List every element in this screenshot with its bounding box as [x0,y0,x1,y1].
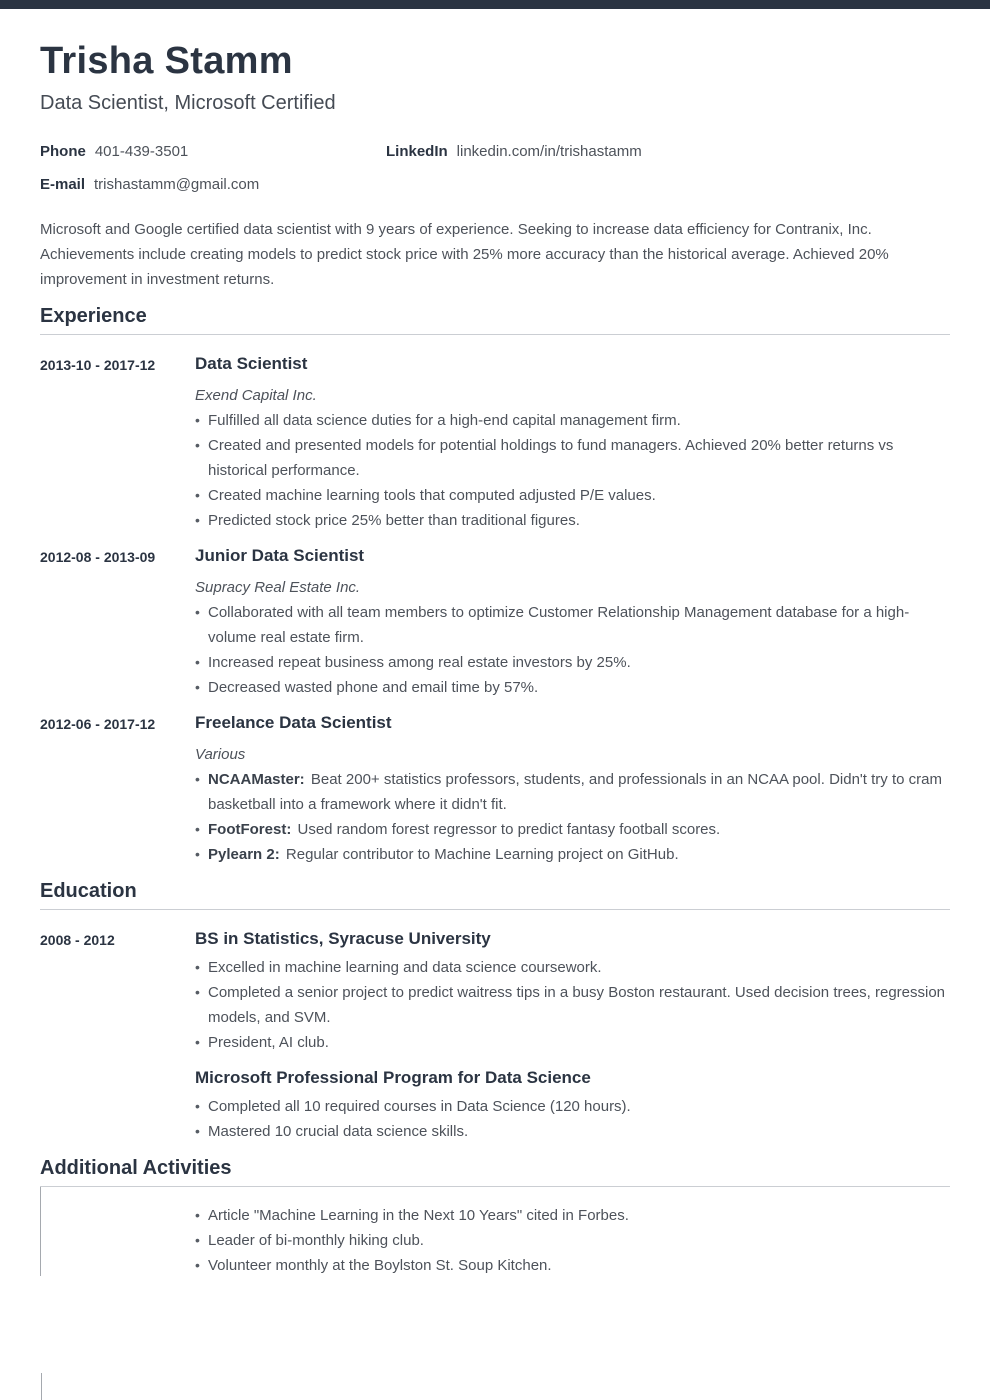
bullet-text: Created machine learning tools that computed adjusted P/E values. [208,487,656,504]
bullet-item [195,600,950,650]
entry-main [195,926,950,1055]
bullet-item [195,650,950,675]
bullet-text: Decreased wasted phone and email time by 57%. [208,679,539,696]
bullet-dot [195,600,208,650]
entry-bullets [195,600,950,700]
resume-content [0,39,990,1278]
bullet-text: Completed all 10 required courses in Data Science (120 hours). [208,1098,631,1115]
contact-email [40,175,386,194]
section-education [40,879,950,1144]
entry-main [195,1203,950,1278]
entry-title: BS in Statistics, Syracuse University [195,929,491,948]
entry-company: Supracy Real Estate Inc. [195,579,361,596]
page-bottom-line [41,1373,42,1400]
section-additional-activities [40,1156,950,1278]
bullet-item [195,817,950,842]
entry-dates: 2012-06 - 2017-12 [40,716,156,732]
phone-label: Phone [40,143,86,160]
education-entry-2 [40,1065,950,1144]
bullet-item [195,1030,950,1055]
entry-bullets [195,408,950,533]
bullet-dot [195,483,208,508]
bullet-item [195,508,950,533]
bullet-dot [195,1203,208,1228]
bullet-item [195,1253,950,1278]
bullet-text: President, AI club. [208,1034,329,1051]
entry-title: Microsoft Professional Program for Data Science [195,1068,591,1087]
person-job-title: Data Scientist, Microsoft Certified [40,92,336,114]
bullet-text [208,767,950,817]
experience-entry-3 [40,710,950,867]
bullet-dot [195,433,208,483]
bullet-dot [195,817,208,842]
phone-value: 401-439-3501 [94,143,189,160]
bullet-dot [195,842,208,867]
entry-dates [40,1065,195,1144]
activities-body [40,1203,950,1278]
bullet-text: Fulfilled all data science duties for a high-end capital management firm. [208,412,681,429]
education-body [40,926,950,1144]
bullet-dot [195,650,208,675]
contact-phone [40,142,386,161]
bullet-rest: Regular contributor to Machine Learning project on GitHub. [285,846,679,863]
experience-entry-2 [40,543,950,700]
bullet-text: Increased repeat business among real estate investors by 25%. [208,654,631,671]
bullet-lead: FootForest: [208,821,292,838]
bullet-dot [195,767,208,817]
bullet-item [195,1203,950,1228]
entry-dates: 2008 - 2012 [40,932,115,948]
bullet-item [195,408,950,433]
activities-entry [40,1203,950,1278]
education-heading: Education [40,879,950,910]
bullet-item [195,842,950,867]
entry-main [195,710,950,867]
bullet-dot [195,1094,208,1119]
bullet-text: Leader of bi-monthly hiking club. [208,1232,424,1249]
bullet-dot [195,980,208,1030]
entry-main [195,543,950,700]
activities-heading: Additional Activities [40,1156,950,1187]
entry-main [195,351,950,533]
bullet-text: Mastered 10 crucial data science skills. [208,1123,469,1140]
summary-paragraph: Microsoft and Google certified data scientist with 9 years of experience. Seeking to increase data efficiency for Contranix, Inc. Achievements include creating models to predict stock price with 25% more accuracy than the historical average. Achieved 20% improvement in investment returns. [40,221,889,288]
bullet-dot [195,675,208,700]
bullet-item [195,483,950,508]
entry-bullets [195,1094,950,1144]
bullet-item [195,767,950,817]
experience-entry-1 [40,351,950,533]
entry-main [195,1065,950,1144]
bullet-text: Article "Machine Learning in the Next 10 Years" cited in Forbes. [208,1207,629,1224]
bullet-lead: NCAAMaster: [208,771,305,788]
experience-heading: Experience [40,304,950,335]
bullet-text: Created and presented models for potential holdings to fund managers. Achieved 20% better returns vs historical performance. [208,437,894,479]
bullet-item [195,955,950,980]
bullet-lead: Pylearn 2: [208,846,280,863]
bullet-text: Excelled in machine learning and data science coursework. [208,959,602,976]
bullet-item [195,1228,950,1253]
bullet-rest: Used random forest regressor to predict fantasy football scores. [297,821,721,838]
entry-company: Various [195,746,246,763]
contact-linkedin [386,142,950,161]
education-entry-1 [40,926,950,1055]
experience-body [40,351,950,867]
entry-title: Freelance Data Scientist [195,713,392,732]
bullet-dot [195,1253,208,1278]
bullet-dot [195,955,208,980]
bullet-item [195,980,950,1030]
linkedin-value: linkedin.com/in/trishastamm [456,143,642,160]
entry-company: Exend Capital Inc. [195,387,317,404]
entry-dates: 2013-10 - 2017-12 [40,357,156,373]
entry-bullets [195,955,950,1055]
bullet-item [195,433,950,483]
email-label: E-mail [40,176,86,193]
entry-dates: 2012-08 - 2013-09 [40,549,156,565]
bullet-dot [195,408,208,433]
contact-info [40,142,950,194]
bullet-text: Collaborated with all team members to optimize Customer Relationship Management database for a high-volume real estate firm. [208,604,910,646]
bullet-rest: Beat 200+ statistics professors, students, and professionals in an NCAA pool. Didn't try to cram basketball into a framework where it didn't fit. [208,771,942,813]
section-experience [40,304,950,867]
bullet-item [195,1094,950,1119]
page-margin-line [40,1187,41,1276]
linkedin-label: LinkedIn [386,143,448,160]
bullet-text: Completed a senior project to predict waitress tips in a busy Boston restaurant. Used decision trees, regression models, and SVM. [208,984,946,1026]
person-name: Trisha Stamm [40,40,293,82]
bullet-text [208,842,950,867]
entry-title: Junior Data Scientist [195,546,365,565]
bullet-item [195,1119,950,1144]
email-value: trishastamm@gmail.com [94,176,260,193]
bullet-dot [195,508,208,533]
entry-bullets [195,767,950,867]
bullet-dot [195,1119,208,1144]
entry-bullets [195,1203,950,1278]
bullet-item [195,675,950,700]
top-accent-bar [0,0,990,9]
bullet-text [208,817,950,842]
bullet-dot [195,1228,208,1253]
bullet-text: Volunteer monthly at the Boylston St. Soup Kitchen. [208,1257,552,1274]
entry-title: Data Scientist [195,354,308,373]
bullet-dot [195,1030,208,1055]
entry-dates [40,1203,195,1278]
bullet-text: Predicted stock price 25% better than traditional figures. [208,512,580,529]
